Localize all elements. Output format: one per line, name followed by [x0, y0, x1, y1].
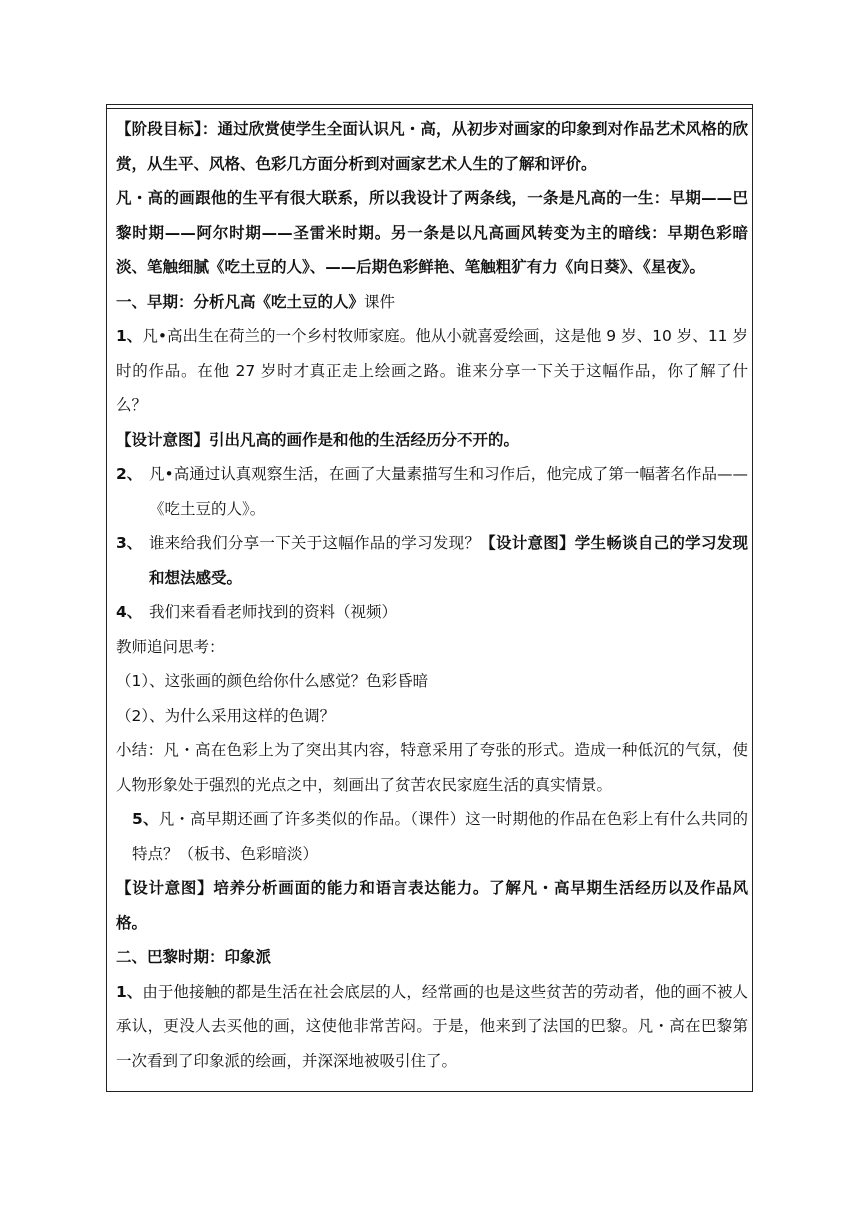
section2-item-1: 1、由于他接触的都是生活在社会底层的人，经常画的也是这些贫苦的劳动者，他的画不被人承认，更没人去买他的画，这使他非常苦闷。于是，他来到了法国的巴黎。凡・高在巴黎第一次看到了印象派的绘画，并深深地被吸引住了。: [116, 982, 748, 1070]
section2-heading: 二、巴黎时期：印象派: [116, 948, 272, 966]
section1-heading: 一、早期：分析凡高《吃土豆的人》课件: [116, 292, 396, 311]
section1-item-2: 2、 凡•高通过认真观察生活，在画了大量素描写生和习作后，他完成了第一幅著名作品——《吃土豆的人》。: [116, 465, 748, 518]
teacher-question-intro: 教师追问思考：: [116, 637, 225, 656]
section1-heading-tail: 课件: [364, 292, 396, 311]
question-2: （2）、为什么采用这样的色调？: [116, 706, 336, 725]
stage-goal-paragraph: [116, 112, 748, 181]
lesson-content: [116, 112, 748, 1078]
summary-paragraph: 小结：凡・高在色彩上为了突出其内容，特意采用了夸张的形式。造成一种低沉的气氛，使人物形象处于强烈的光点之中，刻画出了贫苦农民家庭生活的真实情景。: [116, 741, 748, 794]
stage-goal-tag: 【阶段目标】: [116, 120, 202, 138]
section1-item-1: 1、凡•高出生在荷兰的一个乡村牧师家庭。他从小就喜爱绘画，这是他 9 岁、10 岁、11 岁时的作品。在他 27 岁时才真正走上绘画之路。谁来分享一下关于这幅作品，你了解了什么？: [116, 327, 748, 414]
design-intent-inline: 【设计意图】学生畅谈自己的学习发现和想法感受。: [149, 534, 748, 587]
design-intent-2: 【设计意图】培养分析画面的能力和语言表达能力。了解凡・高早期生活经历以及作品风格。: [116, 879, 748, 932]
design-lines-paragraph: 凡・高的画跟他的生平有很大联系，所以我设计了两条线，一条是凡高的一生：早期——巴黎时期——阿尔时期——圣雷米时期。另一条是以凡高画风转变为主的暗线：早期色彩暗淡、笔触细腻《吃土豆的人》、——后期色彩鲜艳、笔触粗犷有力《向日葵》、《星夜》。: [116, 189, 748, 276]
section1-item-3: 3、 谁来给我们分享一下关于这幅作品的学习发现？【设计意图】学生畅谈自己的学习发现和想法感受。: [116, 534, 748, 587]
question-1: （1）、这张画的颜色给你什么感觉？色彩昏暗: [116, 672, 429, 690]
design-intent-1: 【设计意图】引出凡高的画作是和他的生活经历分不开的。: [116, 430, 520, 449]
section1-item-4: 4、 我们来看看老师找到的资料（视频）: [116, 603, 398, 621]
section1-item-5: 5、凡・高早期还画了许多类似的作品。（课件）这一时期他的作品在色彩上有什么共同的特点？（板书、色彩暗淡）: [132, 810, 748, 863]
stage-goal-text: ：通过欣赏使学生全面认识凡・高，从初步对画家的印象到对作品艺术风格的欣赏，从生平、风格、色彩几方面分析到对画家艺术人生的了解和评价。: [116, 120, 748, 173]
table-top-rule: [107, 105, 752, 109]
